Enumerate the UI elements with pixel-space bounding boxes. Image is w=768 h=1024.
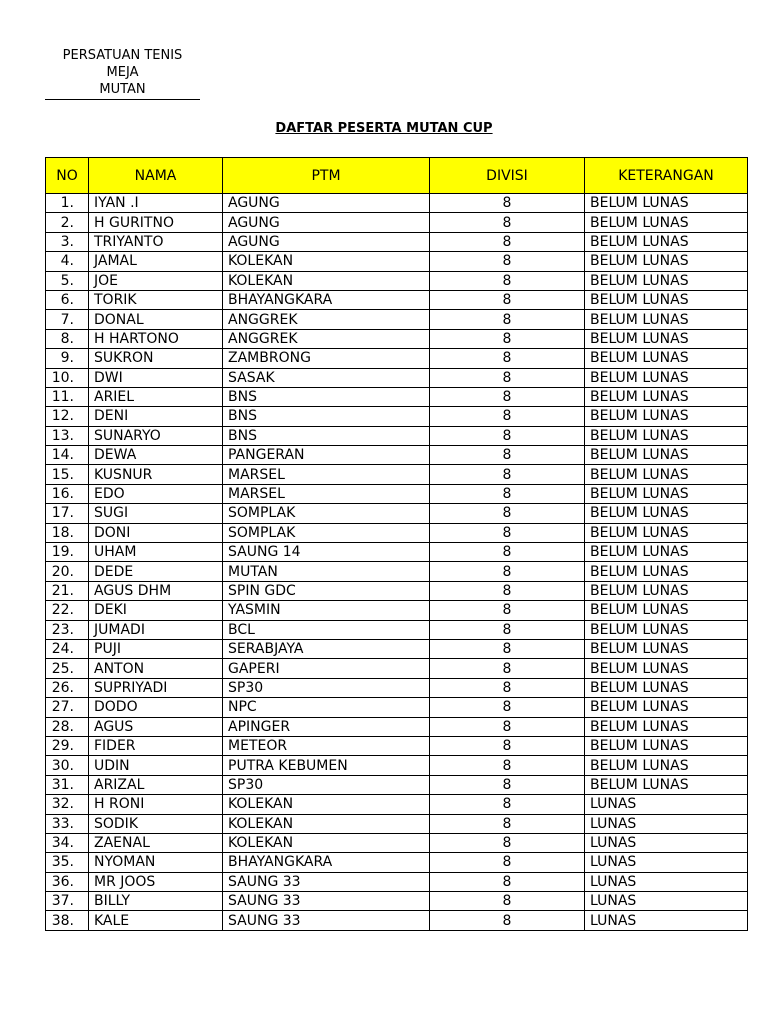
cell-ptm: KOLEKAN [223, 271, 430, 290]
cell-keterangan: BELUM LUNAS [585, 387, 748, 406]
table-row [46, 872, 748, 891]
cell-divisi: 8 [430, 562, 585, 581]
cell-no: 8. [46, 329, 89, 348]
cell-no: 33. [46, 814, 89, 833]
cell-keterangan: BELUM LUNAS [585, 581, 748, 600]
table-header-row [46, 158, 748, 194]
table-row [46, 387, 748, 406]
cell-no: 20. [46, 562, 89, 581]
cell-divisi: 8 [430, 543, 585, 562]
cell-no: 38. [46, 911, 89, 930]
cell-divisi: 8 [430, 387, 585, 406]
table-row [46, 639, 748, 658]
cell-no: 1. [46, 194, 89, 213]
table-row [46, 349, 748, 368]
cell-nama: SUKRON [89, 349, 223, 368]
cell-divisi: 8 [430, 620, 585, 639]
cell-ptm: ZAMBRONG [223, 349, 430, 368]
cell-keterangan: BELUM LUNAS [585, 601, 748, 620]
table-row [46, 795, 748, 814]
cell-keterangan: BELUM LUNAS [585, 620, 748, 639]
table-row [46, 194, 748, 213]
cell-divisi: 8 [430, 368, 585, 387]
table-row [46, 290, 748, 309]
cell-divisi: 8 [430, 814, 585, 833]
cell-nama: H HARTONO [89, 329, 223, 348]
cell-nama: H RONI [89, 795, 223, 814]
document-title-text: DAFTAR PESERTA MUTAN CUP [275, 121, 493, 136]
cell-keterangan: BELUM LUNAS [585, 756, 748, 775]
cell-ptm: YASMIN [223, 601, 430, 620]
participant-table [45, 157, 748, 931]
cell-nama: PUJI [89, 639, 223, 658]
table-row [46, 329, 748, 348]
cell-divisi: 8 [430, 853, 585, 872]
cell-no: 25. [46, 659, 89, 678]
cell-no: 13. [46, 426, 89, 445]
cell-no: 18. [46, 523, 89, 542]
cell-keterangan: BELUM LUNAS [585, 465, 748, 484]
cell-ptm: BNS [223, 387, 430, 406]
cell-no: 2. [46, 213, 89, 232]
cell-divisi: 8 [430, 775, 585, 794]
table-row [46, 523, 748, 542]
cell-no: 3. [46, 232, 89, 251]
cell-keterangan: BELUM LUNAS [585, 213, 748, 232]
cell-keterangan: LUNAS [585, 853, 748, 872]
cell-divisi: 8 [430, 698, 585, 717]
cell-nama: DONI [89, 523, 223, 542]
table-row [46, 698, 748, 717]
cell-divisi: 8 [430, 329, 585, 348]
cell-ptm: KOLEKAN [223, 795, 430, 814]
cell-no: 26. [46, 678, 89, 697]
table-row [46, 562, 748, 581]
table-row [46, 601, 748, 620]
cell-nama: EDO [89, 484, 223, 503]
cell-keterangan: BELUM LUNAS [585, 446, 748, 465]
document-title [0, 121, 768, 136]
cell-ptm: SASAK [223, 368, 430, 387]
cell-nama: NYOMAN [89, 853, 223, 872]
cell-keterangan: BELUM LUNAS [585, 736, 748, 755]
cell-nama: UHAM [89, 543, 223, 562]
table-body [46, 194, 748, 931]
cell-nama: SUNARYO [89, 426, 223, 445]
cell-keterangan: BELUM LUNAS [585, 290, 748, 309]
cell-keterangan: BELUM LUNAS [585, 194, 748, 213]
cell-no: 28. [46, 717, 89, 736]
organization-name: PERSATUAN TENIS MEJA [62, 48, 183, 80]
cell-ptm: PANGERAN [223, 446, 430, 465]
table-row [46, 853, 748, 872]
cell-no: 37. [46, 892, 89, 911]
cell-no: 4. [46, 252, 89, 271]
cell-ptm: PUTRA KEBUMEN [223, 756, 430, 775]
cell-ptm: METEOR [223, 736, 430, 755]
cell-divisi: 8 [430, 446, 585, 465]
cell-no: 21. [46, 581, 89, 600]
table-row [46, 504, 748, 523]
cell-no: 22. [46, 601, 89, 620]
cell-ptm: MUTAN [223, 562, 430, 581]
cell-ptm: MARSEL [223, 465, 430, 484]
cell-keterangan: BELUM LUNAS [585, 523, 748, 542]
table-row [46, 775, 748, 794]
table-row [46, 911, 748, 930]
cell-divisi: 8 [430, 484, 585, 503]
cell-nama: BILLY [89, 892, 223, 911]
cell-nama: JOE [89, 271, 223, 290]
cell-divisi: 8 [430, 407, 585, 426]
cell-keterangan: LUNAS [585, 795, 748, 814]
cell-divisi: 8 [430, 523, 585, 542]
cell-ptm: BCL [223, 620, 430, 639]
table-row [46, 271, 748, 290]
cell-nama: ARIZAL [89, 775, 223, 794]
cell-divisi: 8 [430, 504, 585, 523]
table-row [46, 581, 748, 600]
cell-nama: DEKI [89, 601, 223, 620]
table-row [46, 232, 748, 251]
cell-nama: DWI [89, 368, 223, 387]
cell-ptm: KOLEKAN [223, 252, 430, 271]
cell-no: 35. [46, 853, 89, 872]
cell-divisi: 8 [430, 310, 585, 329]
cell-nama: JAMAL [89, 252, 223, 271]
cell-divisi: 8 [430, 213, 585, 232]
cell-nama: SUPRIYADI [89, 678, 223, 697]
cell-keterangan: BELUM LUNAS [585, 407, 748, 426]
cell-keterangan: BELUM LUNAS [585, 775, 748, 794]
cell-nama: ANTON [89, 659, 223, 678]
cell-no: 24. [46, 639, 89, 658]
cell-nama: AGUS DHM [89, 581, 223, 600]
cell-no: 27. [46, 698, 89, 717]
cell-ptm: AGUNG [223, 232, 430, 251]
cell-nama: TRIYANTO [89, 232, 223, 251]
cell-no: 23. [46, 620, 89, 639]
table-row [46, 465, 748, 484]
cell-keterangan: BELUM LUNAS [585, 349, 748, 368]
cell-keterangan: BELUM LUNAS [585, 252, 748, 271]
table-row [46, 892, 748, 911]
cell-no: 6. [46, 290, 89, 309]
cell-no: 19. [46, 543, 89, 562]
table-row [46, 213, 748, 232]
column-header-keterangan: KETERANGAN [585, 158, 748, 194]
cell-nama: FIDER [89, 736, 223, 755]
cell-divisi: 8 [430, 736, 585, 755]
cell-nama: DEWA [89, 446, 223, 465]
cell-nama: DONAL [89, 310, 223, 329]
cell-no: 10. [46, 368, 89, 387]
cell-keterangan: BELUM LUNAS [585, 368, 748, 387]
cell-divisi: 8 [430, 911, 585, 930]
table-row [46, 543, 748, 562]
cell-ptm: ANGGREK [223, 329, 430, 348]
cell-no: 29. [46, 736, 89, 755]
cell-divisi: 8 [430, 349, 585, 368]
cell-ptm: SAUNG 33 [223, 872, 430, 891]
cell-keterangan: BELUM LUNAS [585, 484, 748, 503]
cell-keterangan: BELUM LUNAS [585, 310, 748, 329]
table-row [46, 678, 748, 697]
cell-ptm: SOMPLAK [223, 523, 430, 542]
cell-divisi: 8 [430, 581, 585, 600]
organization-subname: MUTAN [45, 81, 200, 100]
cell-ptm: SPIN GDC [223, 581, 430, 600]
cell-keterangan: BELUM LUNAS [585, 271, 748, 290]
cell-no: 17. [46, 504, 89, 523]
cell-keterangan: BELUM LUNAS [585, 329, 748, 348]
cell-nama: ZAENAL [89, 833, 223, 852]
cell-nama: DENI [89, 407, 223, 426]
cell-divisi: 8 [430, 756, 585, 775]
cell-ptm: APINGER [223, 717, 430, 736]
cell-ptm: SOMPLAK [223, 504, 430, 523]
cell-no: 34. [46, 833, 89, 852]
cell-divisi: 8 [430, 678, 585, 697]
cell-keterangan: BELUM LUNAS [585, 232, 748, 251]
cell-no: 7. [46, 310, 89, 329]
table-row [46, 426, 748, 445]
cell-ptm: BNS [223, 407, 430, 426]
cell-ptm: KOLEKAN [223, 833, 430, 852]
cell-ptm: GAPERI [223, 659, 430, 678]
cell-nama: KUSNUR [89, 465, 223, 484]
cell-divisi: 8 [430, 833, 585, 852]
cell-divisi: 8 [430, 795, 585, 814]
cell-no: 16. [46, 484, 89, 503]
cell-nama: SUGI [89, 504, 223, 523]
cell-divisi: 8 [430, 465, 585, 484]
cell-keterangan: LUNAS [585, 814, 748, 833]
cell-no: 5. [46, 271, 89, 290]
cell-nama: H GURITNO [89, 213, 223, 232]
cell-nama: IYAN .I [89, 194, 223, 213]
cell-nama: UDIN [89, 756, 223, 775]
cell-no: 32. [46, 795, 89, 814]
cell-nama: MR JOOS [89, 872, 223, 891]
cell-divisi: 8 [430, 232, 585, 251]
cell-nama: TORIK [89, 290, 223, 309]
table-row [46, 736, 748, 755]
table-row [46, 484, 748, 503]
cell-no: 30. [46, 756, 89, 775]
cell-keterangan: BELUM LUNAS [585, 678, 748, 697]
cell-no: 9. [46, 349, 89, 368]
cell-divisi: 8 [430, 252, 585, 271]
table-row [46, 814, 748, 833]
cell-keterangan: BELUM LUNAS [585, 698, 748, 717]
table-row [46, 446, 748, 465]
cell-no: 15. [46, 465, 89, 484]
column-header-nama: NAMA [89, 158, 223, 194]
cell-ptm: SAUNG 33 [223, 892, 430, 911]
cell-keterangan: BELUM LUNAS [585, 639, 748, 658]
cell-nama: AGUS [89, 717, 223, 736]
cell-keterangan: LUNAS [585, 892, 748, 911]
cell-divisi: 8 [430, 639, 585, 658]
cell-ptm: BHAYANGKARA [223, 853, 430, 872]
table-row [46, 252, 748, 271]
cell-divisi: 8 [430, 659, 585, 678]
cell-divisi: 8 [430, 892, 585, 911]
cell-no: 12. [46, 407, 89, 426]
cell-ptm: NPC [223, 698, 430, 717]
cell-nama: DEDE [89, 562, 223, 581]
cell-divisi: 8 [430, 271, 585, 290]
cell-nama: ARIEL [89, 387, 223, 406]
cell-keterangan: LUNAS [585, 833, 748, 852]
column-header-ptm: PTM [223, 158, 430, 194]
cell-no: 36. [46, 872, 89, 891]
table-row [46, 717, 748, 736]
cell-ptm: AGUNG [223, 213, 430, 232]
cell-divisi: 8 [430, 290, 585, 309]
table-row [46, 659, 748, 678]
cell-ptm: SERABJAYA [223, 639, 430, 658]
cell-ptm: SP30 [223, 678, 430, 697]
column-header-no: NO [46, 158, 89, 194]
table-row [46, 368, 748, 387]
cell-keterangan: LUNAS [585, 872, 748, 891]
cell-ptm: MARSEL [223, 484, 430, 503]
table-row [46, 407, 748, 426]
cell-no: 14. [46, 446, 89, 465]
table-row [46, 310, 748, 329]
table-row [46, 833, 748, 852]
cell-no: 31. [46, 775, 89, 794]
cell-nama: DODO [89, 698, 223, 717]
cell-ptm: ANGGREK [223, 310, 430, 329]
cell-ptm: SAUNG 33 [223, 911, 430, 930]
cell-keterangan: BELUM LUNAS [585, 717, 748, 736]
cell-ptm: BNS [223, 426, 430, 445]
cell-divisi: 8 [430, 601, 585, 620]
cell-keterangan: BELUM LUNAS [585, 426, 748, 445]
cell-keterangan: BELUM LUNAS [585, 504, 748, 523]
cell-keterangan: BELUM LUNAS [585, 562, 748, 581]
cell-no: 11. [46, 387, 89, 406]
cell-nama: JUMADI [89, 620, 223, 639]
cell-nama: SODIK [89, 814, 223, 833]
cell-nama: KALE [89, 911, 223, 930]
organization-header [45, 47, 200, 100]
cell-divisi: 8 [430, 717, 585, 736]
cell-divisi: 8 [430, 426, 585, 445]
cell-keterangan: LUNAS [585, 911, 748, 930]
table-row [46, 620, 748, 639]
cell-ptm: BHAYANGKARA [223, 290, 430, 309]
cell-divisi: 8 [430, 872, 585, 891]
cell-keterangan: BELUM LUNAS [585, 543, 748, 562]
cell-keterangan: BELUM LUNAS [585, 659, 748, 678]
cell-ptm: KOLEKAN [223, 814, 430, 833]
cell-ptm: SAUNG 14 [223, 543, 430, 562]
cell-ptm: AGUNG [223, 194, 430, 213]
table-row [46, 756, 748, 775]
cell-ptm: SP30 [223, 775, 430, 794]
column-header-divisi: DIVISI [430, 158, 585, 194]
cell-divisi: 8 [430, 194, 585, 213]
